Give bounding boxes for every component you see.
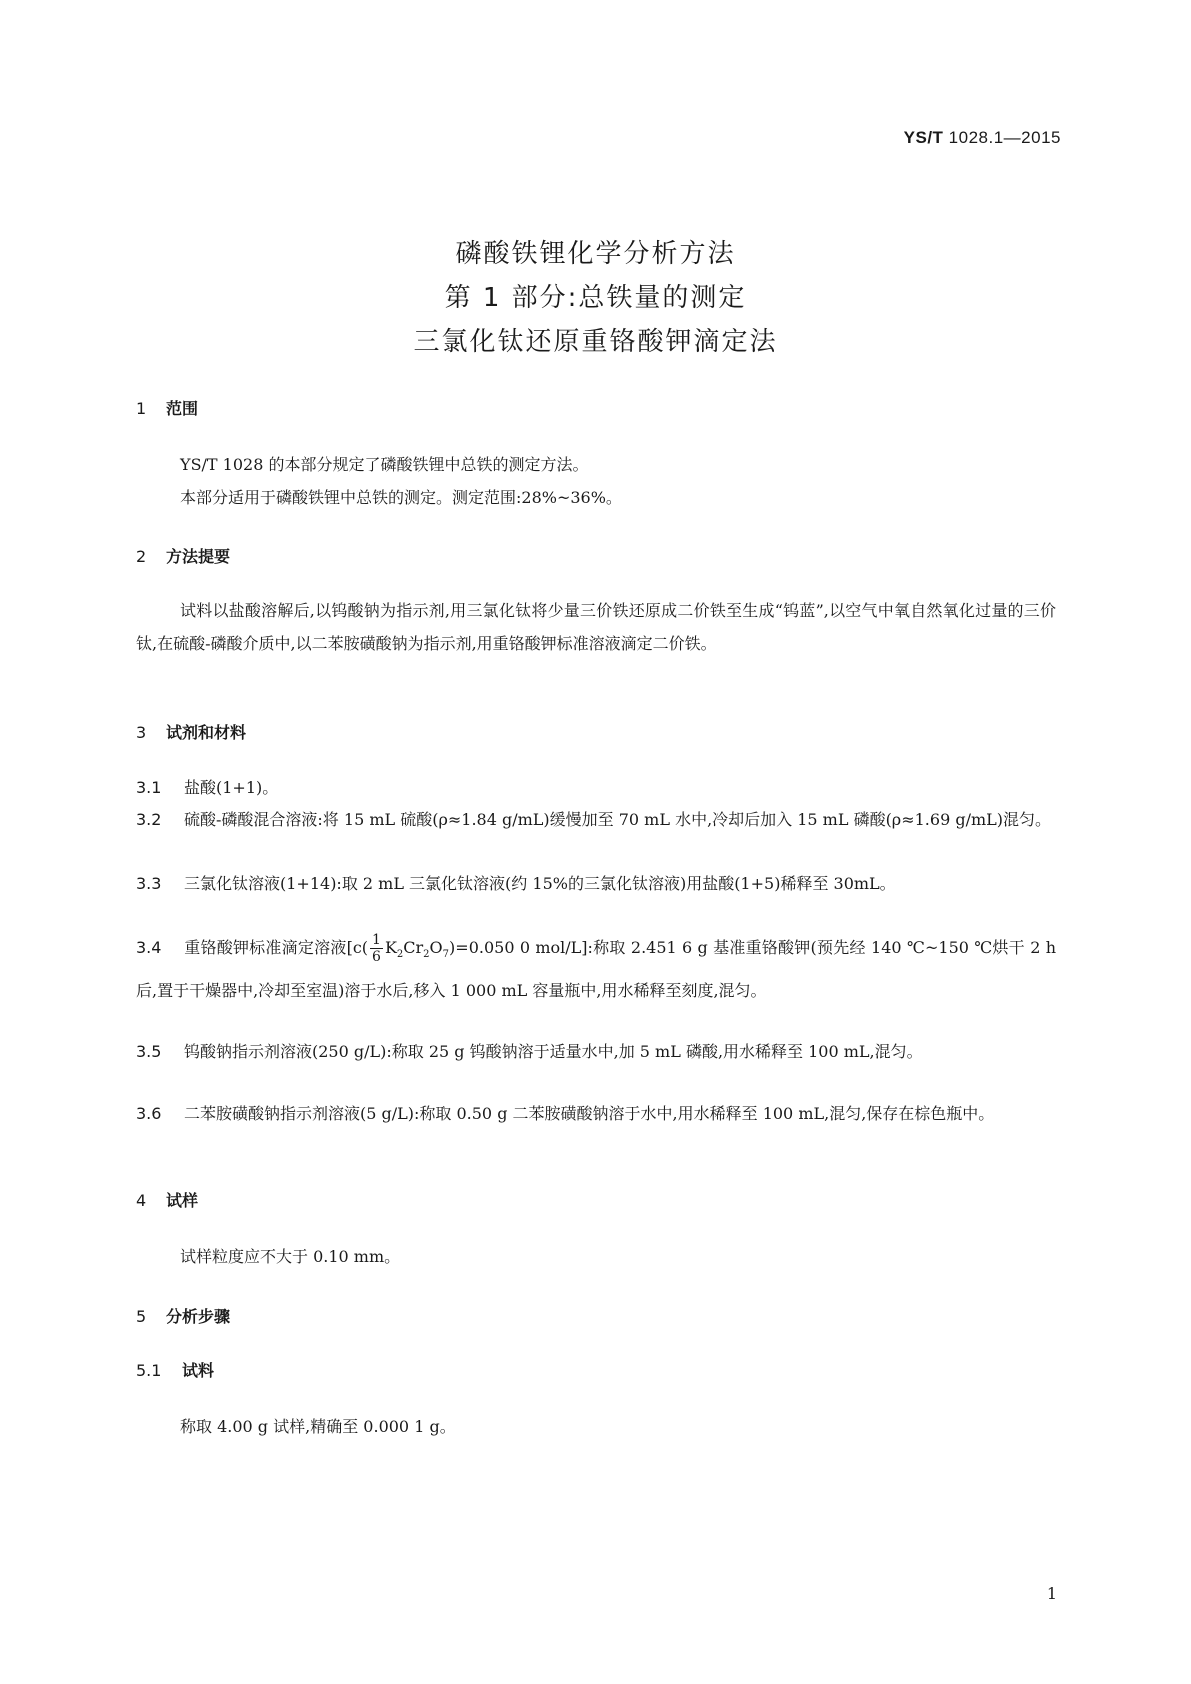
fraction-numerator: 1: [372, 932, 381, 948]
page-number: 1: [1046, 1584, 1057, 1603]
formula-o: O: [429, 938, 443, 957]
fraction-one-sixth: [370, 932, 383, 965]
item-text-pre: 重铬酸钾标准滴定溶液[c(: [184, 938, 369, 957]
section-title: 试样: [166, 1191, 199, 1210]
title-line-2: 第 1 部分:总铁量的测定: [444, 283, 747, 313]
item-text-post: )=0.050 0 mol/L]:称取 2.451 6 g 基准重铬酸钾(预先经 140 ℃~150 ℃烘干 2 h 后,置于干燥器中,冷却至室温)溶于水后,移入 1 000 mL 容量瓶中,用水稀释至刻度,混匀。: [136, 938, 1056, 1001]
section-number: 1: [136, 399, 147, 418]
section-1-paragraph-2: 本部分适用于磷酸铁锂中总铁的测定。测定范围:28%~36%。: [180, 488, 622, 507]
item-number: 3.1: [136, 778, 162, 797]
section-2-heading: [136, 544, 230, 567]
document-title: [0, 232, 1191, 364]
section-title: 分析步骤: [166, 1307, 231, 1326]
section-number: 5: [136, 1307, 147, 1326]
section-title: 试剂和材料: [166, 723, 247, 742]
formula-cr-subscript: 2: [423, 949, 430, 961]
item-number: 3.3: [136, 874, 162, 893]
formula-cr: Cr: [403, 938, 424, 957]
item-3-5: [136, 1036, 1056, 1068]
standard-prefix: YS/T: [903, 128, 944, 147]
title-line-1: 磷酸铁锂化学分析方法: [455, 239, 736, 269]
section-1-heading: [136, 396, 198, 419]
item-text: 盐酸(1+1)。: [184, 778, 279, 797]
section-number: 3: [136, 723, 147, 742]
section-4-paragraph-1: 试样粒度应不大于 0.10 mm。: [180, 1247, 401, 1266]
formula-k-subscript: 2: [396, 949, 404, 961]
item-3-3: [136, 868, 1056, 900]
item-number: 3.6: [136, 1104, 162, 1123]
standard-code: 1028.1—2015: [948, 128, 1061, 147]
formula-o-subscript: 7: [442, 949, 450, 961]
item-3-4: [136, 930, 1056, 1009]
item-text: 二苯胺磺酸钠指示剂溶液(5 g/L):称取 0.50 g 二苯胺磺酸钠溶于水中,用水稀释至 100 mL,混匀,保存在棕色瓶中。: [184, 1104, 995, 1123]
item-text: 钨酸钠指示剂溶液(250 g/L):称取 25 g 钨酸钠溶于适量水中,加 5 mL 磷酸,用水稀释至 100 mL,混匀。: [184, 1042, 923, 1061]
section-2-paragraph-1: 试料以盐酸溶解后,以钨酸钠为指示剂,用三氯化钛将少量三价铁还原成二价铁至生成“钨蓝”,以空气中氧自然氧化过量的三价钛,在硫酸-磷酸介质中,以二苯胺磺酸钠为指示剂,用重铬酸钾标准溶液滴定二价铁。: [136, 601, 1056, 653]
item-number: 3.5: [136, 1042, 162, 1061]
section-5-1-paragraph-1: 称取 4.00 g 试样,精确至 0.000 1 g。: [180, 1417, 456, 1436]
section-title: 试料: [182, 1361, 215, 1380]
item-3-1: [136, 772, 1056, 804]
item-text: 硫酸-磷酸混合溶液:将 15 mL 硫酸(ρ≈1.84 g/mL)缓慢加至 70 mL 水中,冷却后加入 15 mL 磷酸(ρ≈1.69 g/mL)混匀。: [184, 810, 1052, 829]
title-line-3: 三氯化钛还原重铬酸钾滴定法: [413, 327, 778, 357]
formula-k: K: [384, 938, 397, 957]
section-number: 4: [136, 1191, 147, 1210]
section-number: 5.1: [136, 1361, 162, 1380]
item-3-6: [136, 1098, 1056, 1130]
item-text: 三氯化钛溶液(1+14):取 2 mL 三氯化钛溶液(约 15%的三氯化钛溶液)用盐酸(1+5)稀释至 30mL。: [184, 874, 896, 893]
section-title: 范围: [166, 399, 199, 418]
section-number: 2: [136, 547, 147, 566]
item-number: 3.4: [136, 938, 162, 957]
item-3-2: [136, 804, 1056, 836]
section-5-heading: [136, 1304, 230, 1327]
standard-number: [904, 128, 1061, 148]
section-1-paragraph-1: YS/T 1028 的本部分规定了磷酸铁锂中总铁的测定方法。: [180, 455, 589, 474]
item-number: 3.2: [136, 810, 162, 829]
fraction-denominator: 6: [372, 949, 381, 965]
section-title: 方法提要: [166, 547, 231, 566]
section-4-heading: [136, 1188, 198, 1211]
section-3-heading: [136, 720, 246, 743]
section-5-1-heading: [136, 1358, 214, 1381]
